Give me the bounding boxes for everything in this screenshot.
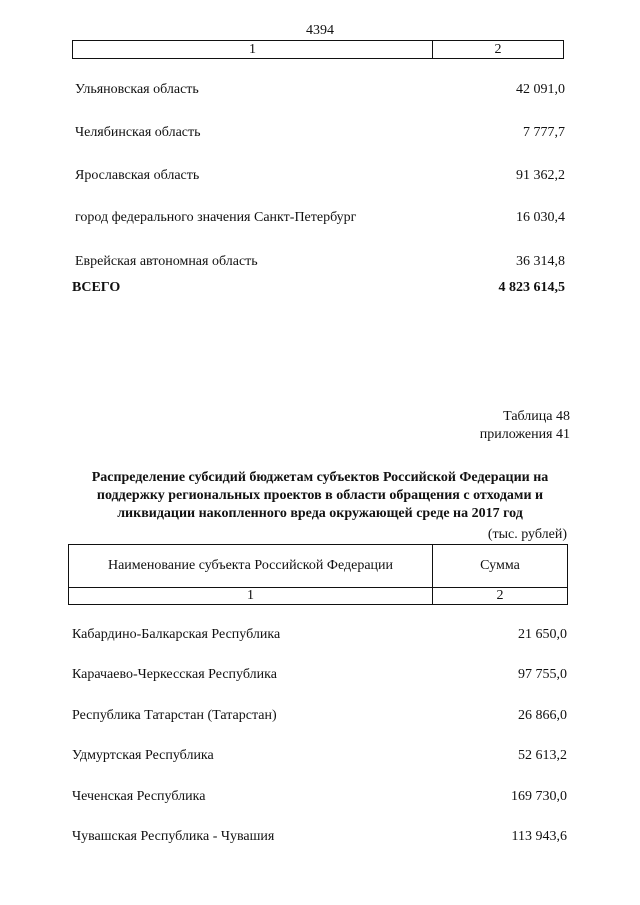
region-amount: 16 030,4 <box>516 210 565 225</box>
region-name: Чувашская Республика - Чувашия <box>72 829 275 844</box>
units-label: (тыс. рублей) <box>487 527 567 542</box>
region-amount: 7 777,7 <box>523 125 565 140</box>
top-table-column-numbers <box>72 40 564 59</box>
table-title-line: Распределение субсидий бюджетам субъектов Российской Федерации на <box>91 470 549 485</box>
region-amount: 113 943,6 <box>511 829 567 844</box>
column-number-1: 1 <box>69 588 433 605</box>
region-name: Удмуртская Республика <box>72 748 214 763</box>
table-number: Таблица 48 <box>503 409 570 424</box>
region-name: город федерального значения Санкт-Петербург <box>75 210 357 225</box>
region-name: Чеченская Республика <box>72 789 206 804</box>
region-amount: 52 613,2 <box>518 748 567 763</box>
table-title <box>60 469 580 523</box>
region-amount: 169 730,0 <box>511 789 567 804</box>
appendix-reference: приложения 41 <box>479 427 570 442</box>
table-title-line: ликвидации накопленного вреда окружающей среде на 2017 год <box>117 506 523 521</box>
table-title-line: поддержку региональных проектов в области обращения с отходами и <box>96 488 544 503</box>
region-amount: 21 650,0 <box>518 627 567 642</box>
region-name: Челябинская область <box>75 125 201 140</box>
region-name: Ульяновская область <box>75 82 199 97</box>
region-amount: 91 362,2 <box>516 168 565 183</box>
table-caption <box>480 408 570 444</box>
column-number-2: 2 <box>433 588 568 605</box>
region-name: Ярославская область <box>75 168 200 183</box>
main-table-header <box>68 544 568 605</box>
region-amount: 26 866,0 <box>518 708 567 723</box>
column-header-amount: Сумма <box>433 545 568 588</box>
column-number-1: 1 <box>73 41 433 59</box>
region-amount: 42 091,0 <box>516 82 565 97</box>
column-number-2: 2 <box>433 41 564 59</box>
region-amount: 36 314,8 <box>516 254 565 269</box>
region-name: Еврейская автономная область <box>75 254 258 269</box>
total-amount: 4 823 614,5 <box>498 280 565 295</box>
region-name: Республика Татарстан (Татарстан) <box>72 708 277 723</box>
total-label: ВСЕГО <box>72 280 121 295</box>
region-amount: 97 755,0 <box>518 667 567 682</box>
region-name: Кабардино-Балкарская Республика <box>72 627 281 642</box>
page-number: 4394 <box>306 23 334 38</box>
region-name: Карачаево-Черкесская Республика <box>72 667 277 682</box>
column-header-name: Наименование субъекта Российской Федерации <box>69 545 433 588</box>
